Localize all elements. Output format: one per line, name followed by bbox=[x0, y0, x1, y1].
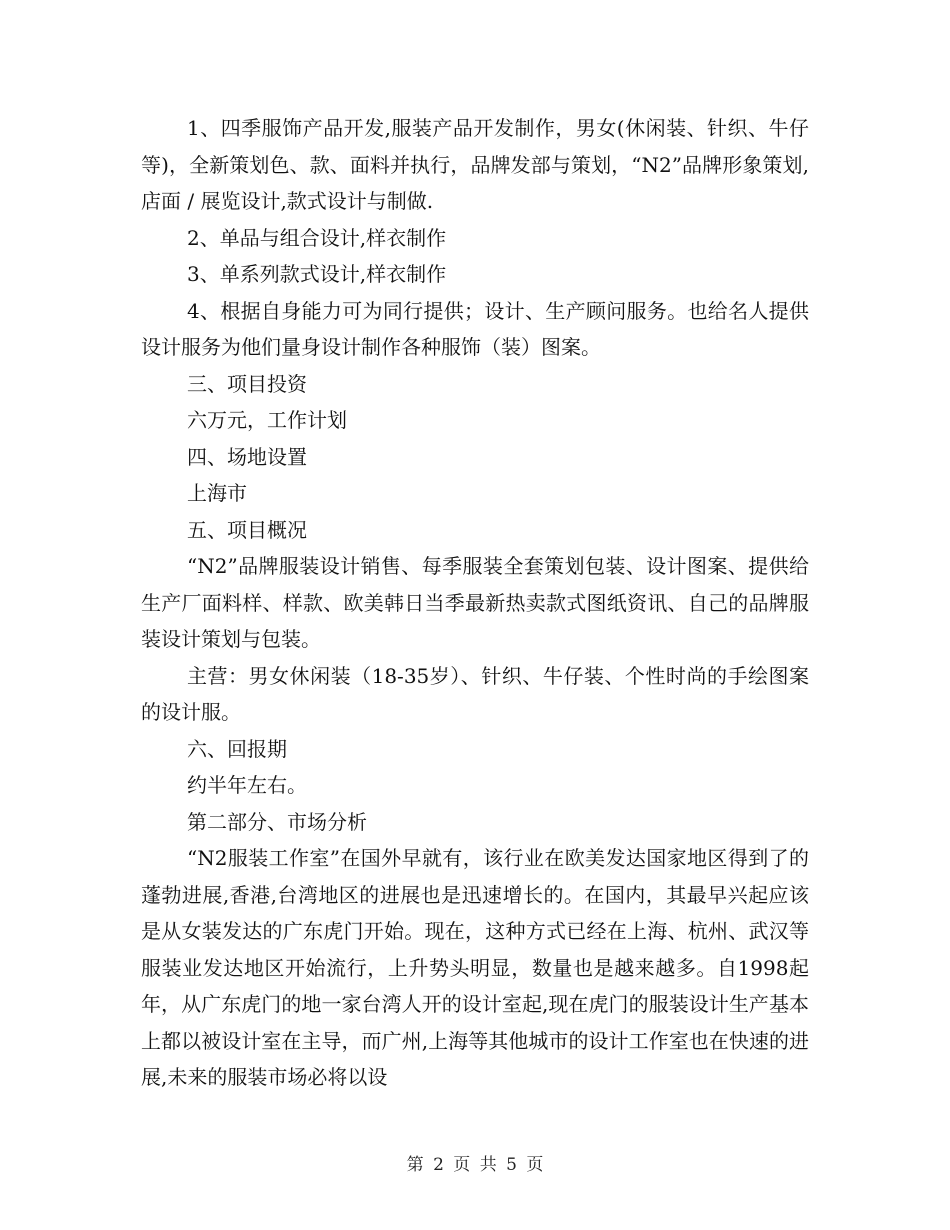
heading-site: 四、场地设置 bbox=[187, 444, 307, 469]
paragraph-3: 3、单系列款式设计,样衣制作 bbox=[187, 262, 447, 286]
heading-overview: 五、项目概况 bbox=[187, 517, 307, 542]
paragraph-4: 4、根据自身能力可为同行提供；设计、生产顾问服务。也给名人提供设计服务为他们量身设计制作各种服饰（装）图案。 bbox=[141, 298, 809, 359]
paragraph-market: “N2服装工作室”在国外早就有，该行业在欧美发达国家地区得到了的蓬勃进展,香港,台湾地区的进展也是迅速增长的。在国内，其最早兴起应该是从女装发达的广东虎门开始。现在，这种方式已经在上海、杭州、武汉等服装业发达地区开始流行，上升势头明显，数量也是越来越多。自1998起年，从广东虎门的地一家台湾人开的设计室起,现在虎门的服装设计生产基本上都以被设计室在主导，而广州,上海等其他城市的设计工作室也在快速的进展,未来的服装市场必将以设 bbox=[141, 846, 809, 1089]
document-body bbox=[141, 110, 809, 1096]
paragraph-investment: 六万元，工作计划 bbox=[187, 408, 347, 432]
heading-payback: 六、回报期 bbox=[187, 736, 287, 761]
paragraph-1: 1、四季服饰产品开发,服装产品开发制作，男女(休闲装、针织、牛仔等)，全新策划色、款、面料并执行，品牌发部与策划，“N2”品牌形象策划,店面 / 展览设计,款式设计与制做. bbox=[141, 116, 809, 213]
paragraph-overview: “N2”品牌服装设计销售、每季服装全套策划包装、设计图案、提供给生产厂面料样、样款、欧美韩日当季最新热卖款式图纸资讯、自己的品牌服装设计策划与包装。 bbox=[141, 554, 809, 651]
paragraph-main-business: 主营：男女休闲装（18-35岁）、针织、牛仔装、个性时尚的手绘图案的设计服。 bbox=[141, 663, 809, 724]
footer-current-page: 2 bbox=[433, 1155, 444, 1175]
footer-total-pages: 5 bbox=[506, 1155, 517, 1175]
heading-market-analysis: 第二部分、市场分析 bbox=[187, 809, 367, 834]
heading-project-investment: 三、项目投资 bbox=[187, 371, 307, 396]
paragraph-site: 上海市 bbox=[187, 481, 247, 505]
footer-suffix: 页 bbox=[526, 1155, 544, 1175]
paragraph-payback: 约半年左右。 bbox=[187, 773, 307, 797]
footer-prefix: 第 bbox=[406, 1155, 424, 1175]
footer-total-label: 共 bbox=[479, 1155, 497, 1175]
page-footer bbox=[0, 1150, 950, 1175]
paragraph-2: 2、单品与组合设计,样衣制作 bbox=[187, 225, 447, 250]
footer-page-label: 页 bbox=[453, 1155, 471, 1175]
